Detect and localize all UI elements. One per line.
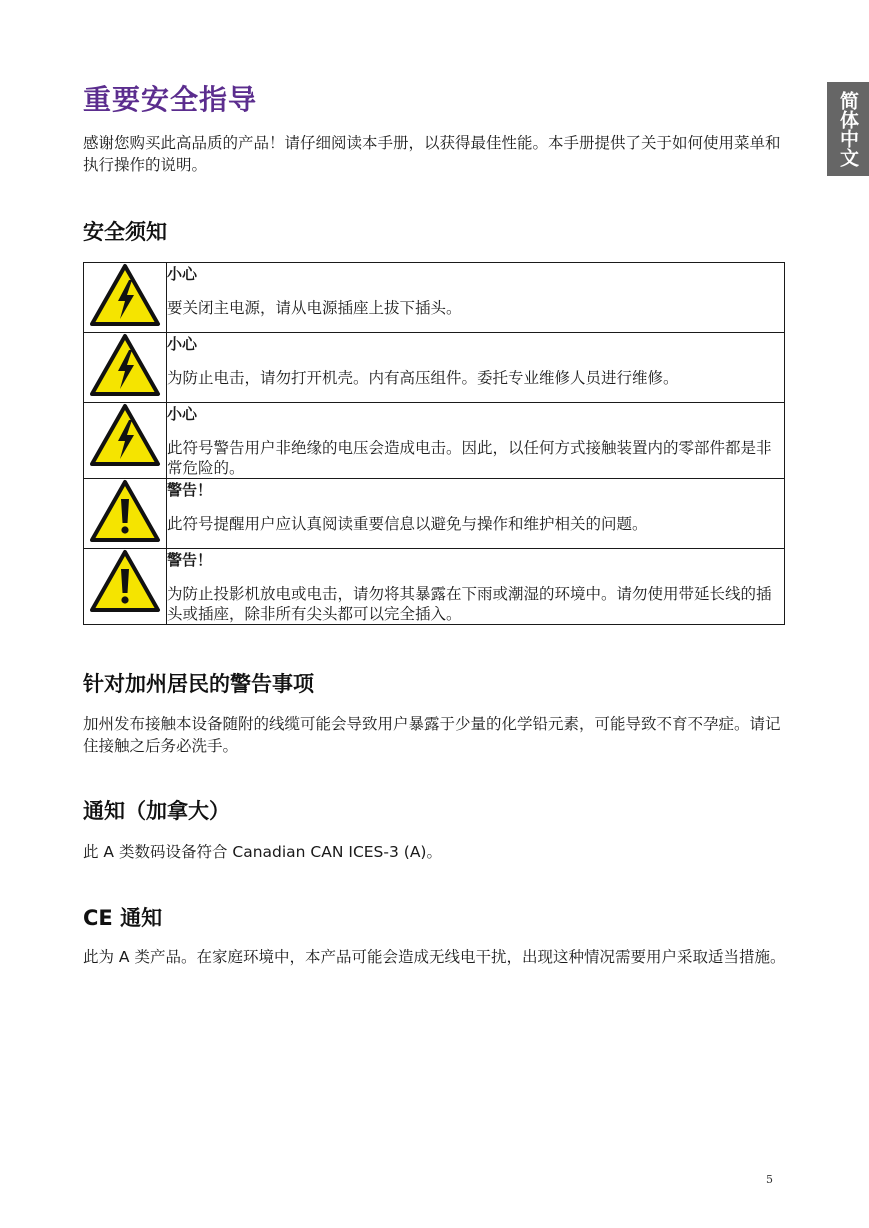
table-row [84, 263, 785, 333]
ce-text: 此为 A 类产品。在家庭环境中，本产品可能会造成无线电干扰，出现这种情况需要用户采取适当措施。 [83, 948, 786, 966]
ce-heading: CE 通知 [83, 906, 163, 930]
table-row [84, 333, 785, 403]
icon-cell [84, 263, 167, 333]
safety-table [83, 262, 785, 625]
icon-cell [84, 549, 167, 625]
notice-text: 此符号警告用户非绝缘的电压会造成电击。因此，以任何方式接触装置内的零部件都是非常危险的。 [167, 439, 772, 477]
intro-text: 感谢您购买此高品质的产品！请仔细阅读本手册，以获得最佳性能。本手册提供了关于如何使用菜单和执行操作的说明。 [83, 134, 781, 174]
icon-cell [84, 479, 167, 549]
table-row [84, 403, 785, 479]
page-title: 重要安全指导 [83, 83, 258, 116]
exclamation-warning-icon [89, 479, 161, 543]
canada-heading: 通知（加拿大） [83, 799, 230, 823]
california-text: 加州发布接触本设备随附的线缆可能会导致用户暴露于少量的化学铅元素，可能导致不育不孕症。请记住接触之后务必洗手。 [83, 715, 781, 755]
page-number: 5 [766, 1173, 773, 1186]
icon-cell [84, 403, 167, 479]
notice-label: 警告！ [167, 551, 213, 569]
notice-label: 小心 [167, 405, 198, 423]
language-tab: 简体中文 [827, 82, 869, 176]
notice-label: 警告！ [167, 481, 213, 499]
exclamation-warning-icon [89, 549, 161, 613]
notice-text: 为防止投影机放电或电击，请勿将其暴露在下雨或潮湿的环境中。请勿使用带延长线的插头或插座，除非所有尖头都可以完全插入。 [167, 585, 772, 623]
notice-text: 此符号提醒用户应认真阅读重要信息以避免与操作和维护相关的问题。 [167, 515, 648, 533]
safety-heading: 安全须知 [83, 220, 167, 244]
notice-label: 小心 [167, 335, 198, 353]
notice-text: 为防止电击，请勿打开机壳。内有高压组件。委托专业维修人员进行维修。 [167, 369, 679, 387]
lightning-warning-icon [89, 333, 161, 397]
table-row [84, 479, 785, 549]
canada-text: 此 A 类数码设备符合 Canadian CAN ICES-3 (A)。 [83, 843, 442, 861]
notice-label: 小心 [167, 265, 198, 283]
icon-cell [84, 333, 167, 403]
table-row [84, 549, 785, 625]
lightning-warning-icon [89, 403, 161, 467]
notice-text: 要关闭主电源，请从电源插座上拔下插头。 [167, 299, 462, 317]
california-heading: 针对加州居民的警告事项 [83, 672, 314, 696]
lightning-warning-icon [89, 263, 161, 327]
